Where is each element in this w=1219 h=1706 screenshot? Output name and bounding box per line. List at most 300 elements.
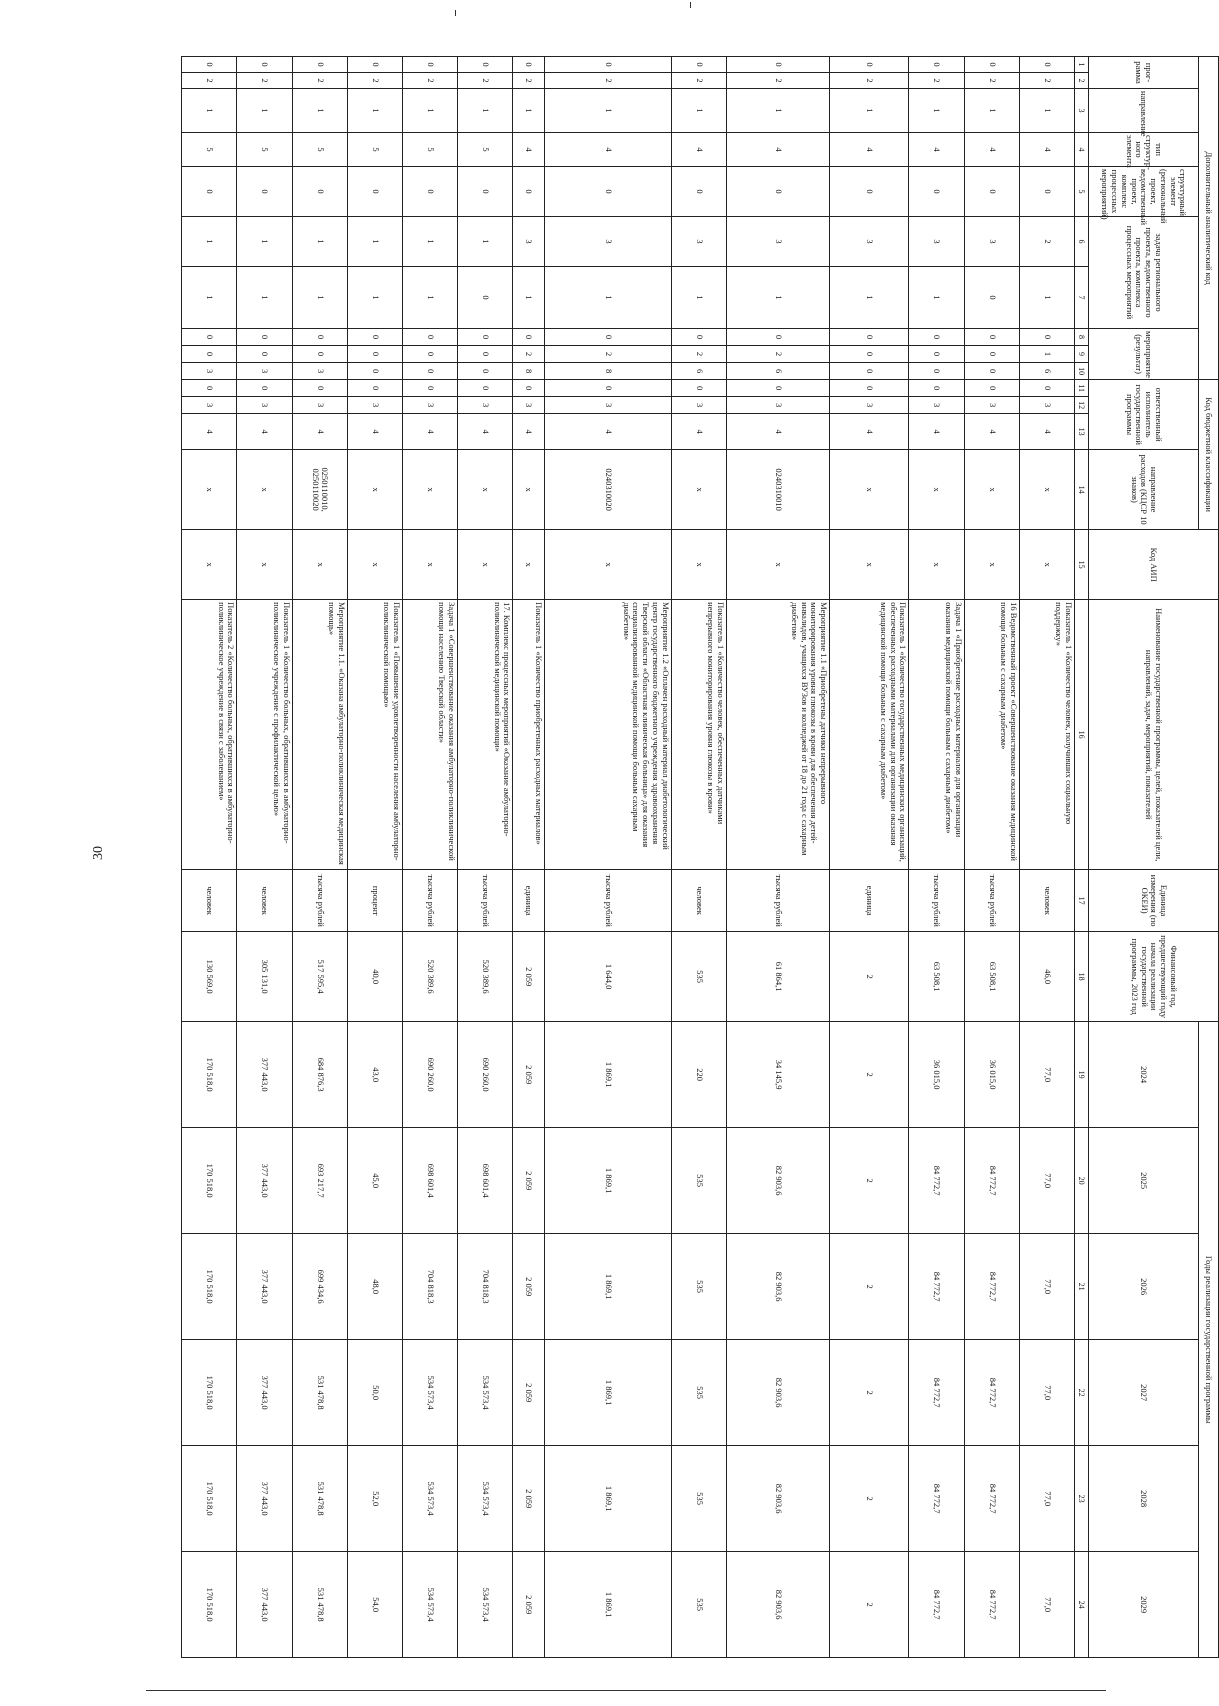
code-cell: 2 [237,73,292,89]
header-struct-type: тип структур-ного элемента [1089,133,1199,167]
code-cell: 0 [964,57,1019,73]
code-cell: 4 [347,414,402,450]
year-value: 170 518,0 [182,1446,237,1552]
base-year-value: 535 [671,932,726,1022]
base-year-value: 520 389,6 [402,932,457,1022]
year-value: 77,0 [1019,1234,1074,1340]
header-program: прог-рамма [1089,57,1199,89]
code-cell: 0 [458,380,513,397]
code-cell: 3 [671,397,726,414]
base-year-value: 2 059 [513,932,544,1022]
code-cell: 1 [292,267,347,329]
year-value: 531 478,8 [292,1340,347,1446]
code-cell: х [402,530,457,600]
code-cell: 1 [513,89,544,133]
row-name: Мероприятие 1.2 «Оплачен расходный материал диабетологический центр государственного бюджетного учреждения здравоохранения Тверской области «Областная клиническая больница» для оказания специализированной медицинской помощи больным сахарным диабетом» [544,600,671,870]
code-cell: 0 [458,329,513,346]
code-cell: 0 [402,167,457,217]
header-direction: направление [1089,89,1199,133]
code-cell: 4 [544,133,671,167]
table-row [830,57,909,1658]
year-value: 1 869,1 [544,1446,671,1552]
code-cell: х [458,530,513,600]
code-cell: 0 [402,329,457,346]
base-year-value: 61 864,1 [727,932,830,1022]
code-cell: 0 [544,380,671,397]
code-cell: 4 [830,133,909,167]
header-year: 2026 [1089,1234,1199,1340]
code-cell: 0 [964,329,1019,346]
row-name: Мероприятие 1.1 «Приобретены датчики непрерывного мониторирования уровня глюкозы в крови для обеспечения детей-инвалидов, учащихся ВУЗов и колледжей от 18 до 21 года с сахарным диабетом» [727,600,830,870]
column-number: 14 [1075,450,1089,530]
header-year: 2029 [1089,1552,1199,1658]
code-cell: 2 [544,346,671,363]
code-cell: 2 [513,73,544,89]
code-cell: 0 [830,363,909,380]
code-cell: 0 [237,57,292,73]
code-cell: 5 [182,133,237,167]
year-value: 535 [671,1552,726,1658]
unit-cell: человек [671,870,726,932]
year-value: 535 [671,1128,726,1234]
year-value: 170 518,0 [182,1552,237,1658]
code-cell: 0 [458,363,513,380]
code-cell: х [458,450,513,530]
year-value: 2 059 [513,1446,544,1552]
base-year-value: 46,0 [1019,932,1074,1022]
base-year-value: 1 644,0 [544,932,671,1022]
code-cell: х [830,450,909,530]
code-cell: 0 [182,380,237,397]
code-cell: 0 [347,346,402,363]
code-cell: 2 [347,73,402,89]
table-row [237,57,292,1658]
code-cell: 0 [402,363,457,380]
year-value: 1 869,1 [544,1022,671,1128]
year-value: 534 573,4 [458,1552,513,1658]
year-value: 77,0 [1019,1446,1074,1552]
column-number: 17 [1075,870,1089,932]
header-name: Наименование государственной программы, целей, показателей цели, направлений, задач, мероприятий, показателей [1089,600,1219,870]
code-cell: 0 [544,329,671,346]
code-cell: 2 [909,73,964,89]
year-value: 52,0 [347,1446,402,1552]
code-cell: 3 [830,397,909,414]
code-cell: 0 [671,167,726,217]
year-value: 36 015,0 [909,1022,964,1128]
code-cell: 1 [347,267,402,329]
code-cell: 0 [909,329,964,346]
code-cell: х [671,530,726,600]
code-cell: х [513,530,544,600]
code-cell: х [964,530,1019,600]
unit-cell: тысяча рублей [727,870,830,932]
year-value: 377 443,0 [237,1552,292,1658]
code-cell: 5 [402,133,457,167]
column-number: 1 [1075,57,1089,73]
code-cell: х [347,450,402,530]
row-name: Мероприятие 1.1. «Оказана амбулаторно-поликлиническая медицинская помощь» [292,600,347,870]
base-year-value: 517 595,4 [292,932,347,1022]
base-year-value: 305 131,0 [237,932,292,1022]
code-cell: 2 [671,73,726,89]
year-value: 698 601,4 [402,1128,457,1234]
code-cell: 4 [292,414,347,450]
year-value: 1 869,1 [544,1128,671,1234]
year-value: 220 [671,1022,726,1128]
scan-artifact [690,2,691,8]
code-cell: 0 [830,346,909,363]
code-cell: 0 [182,57,237,73]
unit-cell: тысяча рублей [292,870,347,932]
column-number: 12 [1075,397,1089,414]
header-event: мероприятие (результат) [1089,329,1199,380]
code-cell: 2 [727,346,830,363]
code-cell: 4 [964,133,1019,167]
code-cell: х [964,450,1019,530]
column-number: 2 [1075,73,1089,89]
code-cell: 0 [1019,329,1074,346]
row-name: Задача 1 «Приобретение расходных материалов для организации оказания медицинской помощи больным с сахарным диабетом» [909,600,964,870]
header-group-code: Дополнительный аналитический код [1199,57,1219,380]
header-year: 2025 [1089,1128,1199,1234]
table-row [347,57,402,1658]
year-value: 2 [830,1552,909,1658]
code-cell: 5 [292,133,347,167]
code-cell: х [237,450,292,530]
year-value: 377 443,0 [237,1234,292,1340]
code-cell: х [292,530,347,600]
year-value: 50,0 [347,1340,402,1446]
code-cell: 3 [964,217,1019,267]
unit-cell: тысяча рублей [544,870,671,932]
table-row [671,57,726,1658]
code-cell: 3 [237,363,292,380]
code-cell: 0 [347,380,402,397]
code-cell: 4 [402,414,457,450]
code-cell: 1 [347,89,402,133]
year-value: 84 772,7 [909,1446,964,1552]
year-value: 84 772,7 [909,1234,964,1340]
year-value: 534 573,4 [402,1340,457,1446]
year-value: 693 217,7 [292,1128,347,1234]
year-value: 535 [671,1446,726,1552]
code-cell: 4 [1019,414,1074,450]
code-cell: х [513,450,544,530]
table-row [458,57,513,1658]
code-cell: 8 [544,363,671,380]
unit-cell: человек [1019,870,1074,932]
program-table [181,56,1219,1658]
code-cell: 0 [347,329,402,346]
code-cell: 0 [237,346,292,363]
year-value: 704 818,3 [458,1234,513,1340]
code-cell: 0 [964,167,1019,217]
code-cell: 3 [513,217,544,267]
row-name: 17. Комплекс процессных мероприятий «Оказание амбулаторно-поликлинической медицинской помощи» [458,600,513,870]
code-cell: 6 [671,363,726,380]
code-cell: 0 [292,346,347,363]
column-number: 16 [1075,600,1089,870]
year-value: 84 772,7 [964,1128,1019,1234]
table-row [909,57,964,1658]
year-value: 2 [830,1340,909,1446]
year-value: 34 145,9 [727,1022,830,1128]
code-cell: х [182,530,237,600]
code-cell: 3 [544,397,671,414]
year-value: 704 818,3 [402,1234,457,1340]
code-cell: 2 [513,346,544,363]
code-cell: 8 [513,363,544,380]
code-cell: 1 [458,89,513,133]
table-row [513,57,544,1658]
column-number: 13 [1075,414,1089,450]
column-number: 18 [1075,932,1089,1022]
header-year: 2027 [1089,1340,1199,1446]
code-cell: 1 [182,89,237,133]
year-value: 2 [830,1128,909,1234]
code-cell: 2 [544,73,671,89]
year-value: 77,0 [1019,1128,1074,1234]
code-cell: 0 [347,167,402,217]
code-cell: 0 [544,167,671,217]
code-cell: 3 [513,397,544,414]
code-cell: 1 [292,217,347,267]
code-cell: 2 [402,73,457,89]
column-number: 11 [1075,380,1089,397]
page-number: 30 [91,846,106,860]
code-cell: 3 [909,397,964,414]
code-cell: 1 [830,267,909,329]
table-header [1089,57,1219,1658]
unit-cell: человек [182,870,237,932]
unit-cell: тысяча рублей [964,870,1019,932]
code-cell: 4 [909,133,964,167]
year-value: 77,0 [1019,1022,1074,1128]
code-cell: 3 [402,397,457,414]
code-cell: 0 [727,167,830,217]
code-cell: 1 [909,267,964,329]
column-number: 20 [1075,1128,1089,1234]
year-value: 2 [830,1022,909,1128]
code-cell: х [830,530,909,600]
header-base-year: Финансовый год, предшествующий году начала реализации государственной программы, 2023 год [1089,932,1219,1022]
base-year-value: 63 508,1 [964,932,1019,1022]
code-cell: 4 [671,414,726,450]
column-number: 23 [1075,1446,1089,1552]
year-value: 45,0 [347,1128,402,1234]
year-value: 534 573,4 [402,1552,457,1658]
code-cell: 0240310010 [727,450,830,530]
code-cell: 3 [347,397,402,414]
code-cell: 3 [909,217,964,267]
code-cell: 0 [182,346,237,363]
table-body [182,57,1089,1658]
year-value: 690 260,0 [458,1022,513,1128]
code-cell: 1 [964,89,1019,133]
year-value: 1 869,1 [544,1552,671,1658]
year-value: 684 876,3 [292,1022,347,1128]
header-unit: Единица измерения (по ОКЕИ) [1089,870,1219,932]
unit-cell: тысяча рублей [402,870,457,932]
header-years-group: Годы реализации государственной программы [1199,1022,1219,1658]
row-name: 16 Ведомственный проект «Совершенствование оказания медицинской помощи больным с сахарным диабетом» [964,600,1019,870]
code-cell: 0 [402,57,457,73]
code-cell: 4 [458,414,513,450]
year-value: 535 [671,1234,726,1340]
year-value: 2 059 [513,1340,544,1446]
code-cell: 3 [1019,397,1074,414]
code-cell: х [544,530,671,600]
code-cell: 5 [237,133,292,167]
header-executor: ответственный исполнитель государственной программы [1089,380,1199,450]
year-value: 84 772,7 [964,1234,1019,1340]
code-cell: х [1019,530,1074,600]
unit-cell: процент [347,870,402,932]
row-name: Показатель 1 «Повышение удовлетворенности населения амбулаторно-поликлинической помощью» [347,600,402,870]
code-cell: 0 [458,346,513,363]
code-cell: 4 [182,414,237,450]
year-value: 531 478,8 [292,1446,347,1552]
year-value: 377 443,0 [237,1022,292,1128]
header-struct-element: структурный элемент (региональный проект, ведомственный проект, комплекс процессных мероприятий) [1089,167,1199,217]
year-value: 82 903,6 [727,1234,830,1340]
code-cell: 0 [830,167,909,217]
scan-artifact [146,1690,1106,1691]
code-cell: 1 [237,267,292,329]
code-cell: 4 [909,414,964,450]
code-cell: 3 [292,363,347,380]
row-name: Задача 1 «Совершенствование оказания амбулаторно-поликлинической помощи населению Тверской области» [402,600,457,870]
code-cell: 1 [909,89,964,133]
year-value: 2 059 [513,1022,544,1128]
code-cell: 1 [292,89,347,133]
year-value: 170 518,0 [182,1234,237,1340]
year-value: 2 059 [513,1552,544,1658]
code-cell: 0 [182,167,237,217]
header-expense-dir: направление расходов (КЦСР 10 знаков) [1089,450,1199,530]
column-number: 10 [1075,363,1089,380]
code-cell: 1 [402,89,457,133]
year-value: 534 573,4 [458,1340,513,1446]
year-value: 377 443,0 [237,1128,292,1234]
base-year-value: 520 389,6 [458,932,513,1022]
header-aip-code: Код АИП [1089,530,1219,600]
code-cell: 3 [458,397,513,414]
code-cell: 1 [458,217,513,267]
code-cell: 1 [1019,267,1074,329]
code-cell: 0 [458,267,513,329]
code-cell: 0 [964,380,1019,397]
code-cell: 1 [671,89,726,133]
column-number: 5 [1075,167,1089,217]
code-cell: 4 [964,414,1019,450]
row-name: Показатель 1 «Количество приобретенных расходных материалов» [513,600,544,870]
base-year-value: 130 569,0 [182,932,237,1022]
code-cell: 0 [909,363,964,380]
table-row [964,57,1019,1658]
unit-cell: единица [830,870,909,932]
code-cell: х [237,530,292,600]
year-value: 170 518,0 [182,1340,237,1446]
code-cell: 0 [292,167,347,217]
code-cell: 2 [1019,73,1074,89]
table-row [292,57,347,1658]
year-value: 377 443,0 [237,1340,292,1446]
code-cell: 2 [182,73,237,89]
code-cell: 3 [544,217,671,267]
code-cell: 2 [727,73,830,89]
column-number: 6 [1075,217,1089,267]
column-number: 4 [1075,133,1089,167]
code-cell: 0 [830,329,909,346]
code-cell: 0 [237,380,292,397]
row-name: Показатель 2 «Количество больных, обратившихся в амбулаторно-поликлиническое учреждение в связи с заболеванием» [182,600,237,870]
code-cell: 0 [909,57,964,73]
code-cell: 0 [671,380,726,397]
code-cell: 3 [237,397,292,414]
code-cell: 0 [402,380,457,397]
code-cell: 6 [1019,363,1074,380]
column-number: 7 [1075,267,1089,329]
code-cell: 0 [458,57,513,73]
unit-cell: единица [513,870,544,932]
code-cell: 2 [458,73,513,89]
code-cell: 2 [1019,217,1074,267]
code-cell: 1 [830,89,909,133]
code-cell: 0 [830,380,909,397]
code-cell: 0 [671,57,726,73]
base-year-value: 2 [830,932,909,1022]
unit-cell: тысяча рублей [909,870,964,932]
year-value: 84 772,7 [964,1552,1019,1658]
column-number: 8 [1075,329,1089,346]
code-cell: 1 [402,217,457,267]
row-name: Показатель 1 «Количество государственных медицинских организаций, обеспеченных расходными материалами для организации оказания медицинской помощи больным с сахарным диабетом» [830,600,909,870]
table-row [402,57,457,1658]
code-cell: 0 [513,57,544,73]
code-cell: 2 [964,73,1019,89]
code-cell: 0 [671,329,726,346]
year-value: 82 903,6 [727,1340,830,1446]
code-cell: х [402,450,457,530]
code-cell: х [1019,450,1074,530]
code-cell: 4 [727,414,830,450]
code-cell: 0 [458,167,513,217]
row-name: Показатель 1 «Количество человек, получивших социальную поддержку» [1019,600,1074,870]
code-cell: 3 [182,363,237,380]
code-cell: 4 [727,133,830,167]
code-cell: 0 [513,329,544,346]
code-cell: 0250110010, 0250110020 [292,450,347,530]
code-cell: 1 [237,217,292,267]
code-cell: 0 [964,267,1019,329]
year-value: 77,0 [1019,1340,1074,1446]
code-cell: 1 [182,267,237,329]
year-value: 534 573,4 [458,1446,513,1552]
code-cell: 0 [1019,167,1074,217]
year-value: 170 518,0 [182,1022,237,1128]
year-value: 84 772,7 [964,1446,1019,1552]
code-cell: 0 [909,167,964,217]
code-cell: 1 [727,89,830,133]
code-cell: 2 [671,346,726,363]
code-cell: 0 [544,57,671,73]
header-task: задача регионального проекта, ведомственного проекта, комплекса процессных мероприятий [1089,217,1199,329]
column-number: 9 [1075,346,1089,363]
column-number: 19 [1075,1022,1089,1128]
code-cell: 3 [964,397,1019,414]
